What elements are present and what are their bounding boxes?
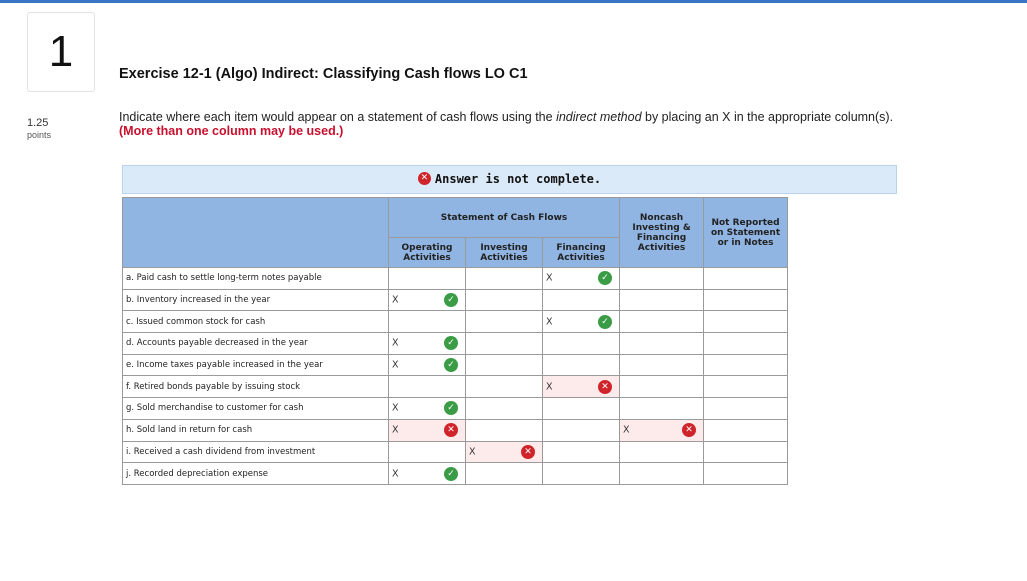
table-row: [123, 398, 788, 420]
correct-check-icon: ✓: [598, 271, 612, 285]
noncash-answer-cell[interactable]: [620, 333, 704, 355]
points-value: 1.25: [27, 117, 49, 129]
not-reported-answer-cell[interactable]: [704, 398, 788, 420]
incorrect-x-icon: ✕: [682, 423, 696, 437]
row-label: i. Received a cash dividend from investment: [123, 441, 389, 463]
operating-answer-cell[interactable]: [389, 354, 466, 376]
financing-answer-cell[interactable]: [543, 376, 620, 398]
financing-column-header: Financing Activities: [543, 238, 620, 268]
noncash-answer-cell[interactable]: [620, 268, 704, 290]
noncash-answer-cell[interactable]: [620, 463, 704, 485]
not-reported-answer-cell[interactable]: [704, 463, 788, 485]
operating-answer-cell[interactable]: [389, 463, 466, 485]
not-reported-answer-cell[interactable]: [704, 333, 788, 355]
investing-answer-cell[interactable]: [466, 398, 543, 420]
not-reported-answer-cell[interactable]: [704, 268, 788, 290]
not-reported-answer-cell[interactable]: [704, 354, 788, 376]
operating-answer-cell[interactable]: [389, 398, 466, 420]
row-label: f. Retired bonds payable by issuing stock: [123, 376, 389, 398]
not-reported-answer-cell[interactable]: [704, 419, 788, 441]
investing-answer-cell[interactable]: [466, 289, 543, 311]
correct-check-icon: ✓: [444, 467, 458, 481]
not-reported-column-header: Not Reported on Statement or in Notes: [704, 198, 788, 268]
answer-mark: X: [546, 381, 553, 393]
investing-answer-cell[interactable]: [466, 311, 543, 333]
table-row: [123, 463, 788, 485]
noncash-answer-cell[interactable]: [620, 398, 704, 420]
investing-answer-cell[interactable]: [466, 441, 543, 463]
row-label: d. Accounts payable decreased in the year: [123, 333, 389, 355]
operating-answer-cell[interactable]: [389, 289, 466, 311]
row-label: e. Income taxes payable increased in the year: [123, 354, 389, 376]
investing-answer-cell[interactable]: [466, 419, 543, 441]
noncash-answer-cell[interactable]: [620, 376, 704, 398]
answer-mark: X: [392, 402, 399, 414]
financing-answer-cell[interactable]: [543, 354, 620, 376]
points-label: points: [27, 130, 52, 140]
row-label: b. Inventory increased in the year: [123, 289, 389, 311]
answer-mark: X: [469, 446, 476, 458]
answer-status-text: Answer is not complete.: [434, 172, 602, 186]
financing-answer-cell[interactable]: [543, 289, 620, 311]
answer-mark: X: [392, 424, 399, 436]
correct-check-icon: ✓: [444, 293, 458, 307]
financing-answer-cell[interactable]: [543, 311, 620, 333]
answer-mark: X: [392, 359, 399, 371]
answer-mark: X: [392, 294, 399, 306]
not-reported-answer-cell[interactable]: [704, 441, 788, 463]
noncash-column-header: Noncash Investing & Financing Activities: [620, 198, 704, 268]
row-label: a. Paid cash to settle long-term notes payable: [123, 268, 389, 290]
correct-check-icon: ✓: [444, 358, 458, 372]
table-row: [123, 333, 788, 355]
table-row: [123, 376, 788, 398]
operating-answer-cell[interactable]: [389, 268, 466, 290]
statement-group-header: Statement of Cash Flows: [389, 198, 620, 238]
table-row: [123, 311, 788, 333]
investing-answer-cell[interactable]: [466, 463, 543, 485]
investing-answer-cell[interactable]: [466, 376, 543, 398]
incorrect-x-icon: ✕: [444, 423, 458, 437]
correct-check-icon: ✓: [444, 336, 458, 350]
investing-column-header: Investing Activities: [466, 238, 543, 268]
table-row: [123, 441, 788, 463]
row-label: j. Recorded depreciation expense: [123, 463, 389, 485]
incorrect-x-icon: ✕: [521, 445, 535, 459]
financing-answer-cell[interactable]: [543, 398, 620, 420]
financing-answer-cell[interactable]: [543, 463, 620, 485]
answer-mark: X: [546, 316, 553, 328]
row-label: g. Sold merchandise to customer for cash: [123, 398, 389, 420]
exercise-title: Exercise 12-1 (Algo) Indirect: Classifying Cash flows LO C1: [119, 66, 528, 82]
operating-answer-cell[interactable]: [389, 376, 466, 398]
table-row: [123, 268, 788, 290]
question-number: 1: [27, 12, 95, 92]
instruction-text-2: by placing an X in the appropriate column(s).: [641, 110, 894, 124]
not-reported-answer-cell[interactable]: [704, 311, 788, 333]
row-label: h. Sold land in return for cash: [123, 419, 389, 441]
noncash-answer-cell[interactable]: [620, 311, 704, 333]
instruction-method: indirect method: [556, 110, 642, 124]
correct-check-icon: ✓: [598, 315, 612, 329]
investing-answer-cell[interactable]: [466, 333, 543, 355]
incorrect-x-icon: ✕: [598, 380, 612, 394]
top-accent-bar: [0, 0, 1027, 3]
row-label: c. Issued common stock for cash: [123, 311, 389, 333]
answer-mark: X: [623, 424, 630, 436]
answer-mark: X: [392, 468, 399, 480]
error-icon: ✕: [418, 172, 431, 185]
operating-column-header: Operating Activities: [389, 238, 466, 268]
table-row: [123, 419, 788, 441]
investing-answer-cell[interactable]: [466, 354, 543, 376]
noncash-answer-cell[interactable]: [620, 419, 704, 441]
answer-mark: X: [546, 272, 553, 284]
financing-answer-cell[interactable]: [543, 268, 620, 290]
item-column-header: [123, 198, 389, 268]
operating-answer-cell[interactable]: [389, 419, 466, 441]
noncash-answer-cell[interactable]: [620, 354, 704, 376]
instruction-note: (More than one column may be used.): [119, 124, 344, 138]
financing-answer-cell[interactable]: [543, 333, 620, 355]
noncash-answer-cell[interactable]: [620, 441, 704, 463]
operating-answer-cell[interactable]: [389, 311, 466, 333]
cash-flow-table: [122, 197, 788, 485]
correct-check-icon: ✓: [444, 401, 458, 415]
points-box: [27, 117, 51, 141]
answer-mark: X: [392, 337, 399, 349]
answer-status-banner: [122, 165, 897, 194]
instruction-text: Indicate where each item would appear on a statement of cash flows using the: [119, 110, 557, 124]
table-row: [123, 354, 788, 376]
financing-answer-cell[interactable]: [543, 419, 620, 441]
financing-answer-cell[interactable]: [543, 441, 620, 463]
noncash-answer-cell[interactable]: [620, 289, 704, 311]
not-reported-answer-cell[interactable]: [704, 376, 788, 398]
operating-answer-cell[interactable]: [389, 333, 466, 355]
table-row: [123, 289, 788, 311]
operating-answer-cell[interactable]: [389, 441, 466, 463]
instructions: [119, 110, 909, 138]
investing-answer-cell[interactable]: [466, 268, 543, 290]
not-reported-answer-cell[interactable]: [704, 289, 788, 311]
